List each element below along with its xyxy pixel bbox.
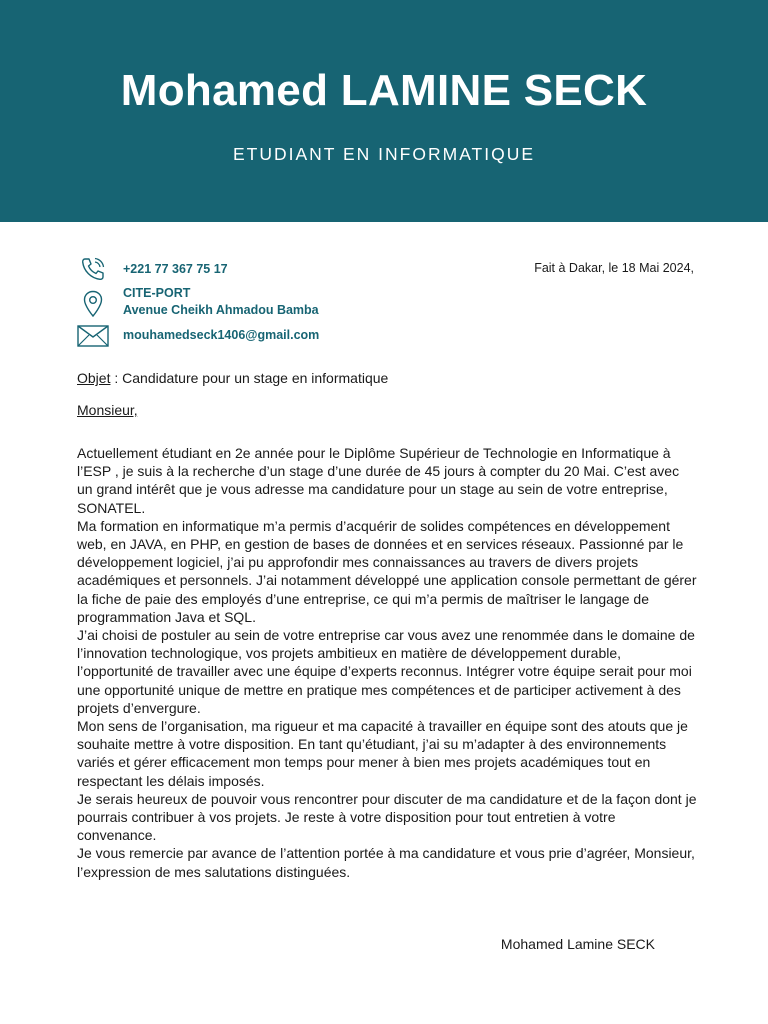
paragraph: Ma formation en informatique m’a permis d’acquérir de solides compétences en développement web, en JAVA, en PHP, en gestion de bases de données et en services réseaux. Passionné par le développement logiciel, j’ai pu approfondir mes connaissances au travers de divers projets académiques et personnels. J’ai notamment développé une application console permettant de gérer la fiche de paie des employés d’une entreprise, ce qui m’a permis de maîtriser le langage de programmation Java et SQL.	[77, 517, 697, 625]
paragraph: Mon sens de l’organisation, ma rigueur et ma capacité à travailler en équipe sont des atouts que je souhaite mettre à votre disposition. En tant qu’étudiant, j’ai su m’adapter à des environnements variés et gérer efficacement mon temps pour mener à bien mes projets académiques tout en respectant les délais imposés.	[77, 718, 688, 789]
email-address[interactable]: mouhamedseck1406@gmail.com	[123, 328, 320, 342]
address-line-1: CITE-PORT	[123, 286, 191, 300]
candidate-name: Mohamed LAMINE SECK	[120, 66, 648, 115]
phone-number[interactable]: +221 77 367 75 17	[123, 262, 228, 276]
letter-body	[77, 444, 697, 881]
paragraph: Je serais heureux de pouvoir vous rencontrer pour discuter de ma candidature et de la façon dont je pourrais contribuer à vos projets. Je reste à votre disposition pour tout entretien à votre convenance.	[77, 790, 697, 844]
signature: Mohamed Lamine SECK	[500, 936, 655, 952]
paragraph: Je vous remercie par avance de l’attention portée à ma candidature et vous prie d’agréer, Monsieur, l’expression de mes salutations distinguées.	[77, 845, 695, 880]
candidate-title: ETUDIANT EN INFORMATIQUE	[232, 144, 536, 164]
contact-email-row	[77, 324, 397, 348]
subject-text: : Candidature pour un stage en informatique	[110, 370, 389, 386]
subject-label: Objet	[77, 370, 111, 386]
header-banner	[0, 0, 768, 222]
contact-address-row	[77, 288, 397, 324]
letter-date: Fait à Dakar, le 18 Mai 2024,	[534, 261, 694, 275]
greeting: Monsieur,	[77, 402, 138, 418]
paragraph: J’ai choisi de postuler au sein de votre entreprise car vous avez une renommée dans le domaine de l’innovation technologique, vos projets ambitieux en matière de développement durable, l’opportunité de travailler avec une équipe d’experts reconnus. Intégrer votre équipe serait pour moi une opportunité unique de mettre en pratique mes compétences et de participer activement à des projets d’envergure.	[77, 627, 695, 716]
phone-icon	[80, 256, 106, 287]
subject-line	[77, 370, 388, 386]
address-line-2: Avenue Cheikh Ahmadou Bamba	[123, 303, 319, 317]
location-pin-icon	[83, 290, 103, 323]
contact-phone-row	[77, 256, 397, 282]
paragraph: Actuellement étudiant en 2e année pour le Diplôme Supérieur de Technologie en Informatique à l’ESP , je suis à la recherche d’un stage d’une durée de 45 jours à compter du 20 Mai. C’est avec un grand intérêt que je vous adresse ma candidature pour un stage au sein de votre entreprise, SONATEL.	[77, 445, 680, 516]
envelope-icon	[77, 325, 109, 352]
